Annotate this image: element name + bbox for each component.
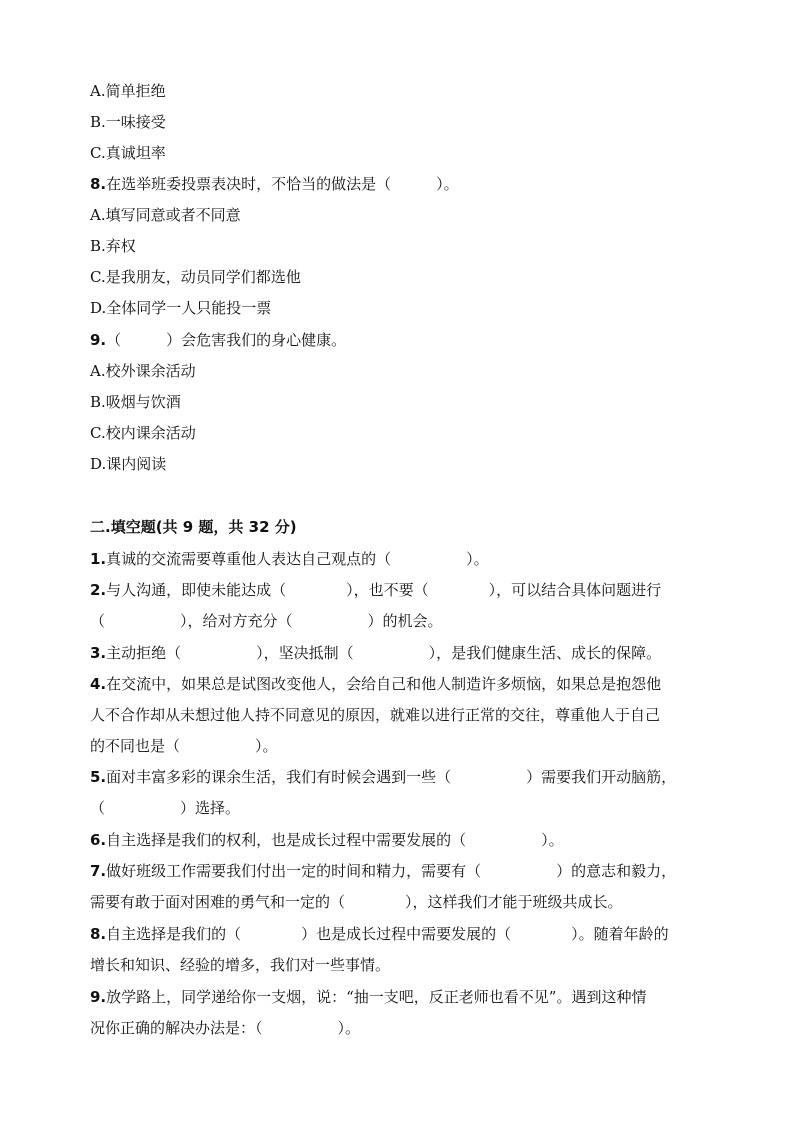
question-number: 7. [90, 862, 107, 880]
fill-question-4-cont: 人不合作却从未想过他人持不同意见的原因，就难以进行正常的交往，尊重他人于自己 [90, 706, 661, 724]
question-number: 4. [90, 675, 107, 693]
question-text: 做好班级工作需要我们付出一定的时间和精力，需要有（ ）的意志和毅力， [106, 862, 677, 880]
q9-option-d: D.课内阅读 [90, 455, 167, 473]
question-number: 5. [90, 768, 107, 786]
fill-question-3 [90, 643, 710, 663]
question-text: 自主选择是我们的权利，也是成长过程中需要发展的（ ）。 [106, 831, 564, 849]
question-number: 8. [90, 925, 107, 943]
question-text: 真诚的交流需要尊重他人表达自己观点的（ ）。 [106, 550, 489, 568]
question-text: 自主选择是我们的（ ）也是成长过程中需要发展的（ ）。随着年龄的 [106, 925, 669, 943]
q8-option-d: D.全体同学一人只能投一票 [90, 299, 272, 317]
q9-option-a: A.校外课余活动 [90, 362, 196, 380]
option-c-sincere: C.真诚坦率 [90, 144, 166, 162]
q8-option-a: A.填写同意或者不同意 [90, 206, 241, 224]
fill-question-9-cont: 况你正确的解决办法是：（ ）。 [90, 1019, 361, 1037]
question-9 [90, 330, 710, 350]
question-number: 6. [90, 831, 107, 849]
fill-question-7 [90, 861, 710, 881]
q8-option-b: B.弃权 [90, 237, 136, 255]
fill-question-2-cont: （ ），给对方充分（ ）的机会。 [90, 612, 443, 630]
section-heading: 二.填空题(共 9 题，共 32 分) [90, 518, 297, 536]
fill-question-6 [90, 830, 710, 850]
question-number: 9. [90, 988, 107, 1006]
question-number: 1. [90, 550, 107, 568]
fill-question-1 [90, 549, 710, 569]
fill-question-8-cont: 增长和知识、经验的增多，我们对一些事情。 [90, 956, 391, 974]
fill-question-5 [90, 767, 710, 787]
fill-question-4-cont: 的不同也是（ ）。 [90, 737, 278, 755]
fill-question-8 [90, 924, 710, 944]
fill-question-9 [90, 987, 710, 1007]
question-text: 在选举班委投票表决时，不恰当的做法是（ ）。 [106, 175, 459, 193]
option-a-refuse: A.简单拒绝 [90, 82, 166, 100]
q8-option-c: C.是我朋友，动员同学们都选他 [90, 268, 301, 286]
q9-option-c: C.校内课余活动 [90, 424, 196, 442]
question-text: 放学路上，同学递给你一支烟，说：“抽一支吧，反正老师也看不见”。遇到这种情 [106, 988, 647, 1006]
question-number: 8. [90, 175, 107, 193]
option-b-accept: B.一味接受 [90, 113, 166, 131]
question-text: 与人沟通，即使未能达成（ ），也不要（ ），可以结合具体问题进行 [106, 581, 662, 599]
question-text: 面对丰富多彩的课余生活，我们有时候会遇到一些（ ）需要我们开动脑筋， [106, 768, 677, 786]
fill-question-2 [90, 580, 710, 600]
question-number: 9. [90, 331, 107, 349]
fill-question-4 [90, 674, 710, 694]
fill-question-5-cont: （ ）选择。 [90, 799, 241, 817]
question-number: 3. [90, 644, 107, 662]
question-8 [90, 174, 710, 194]
q9-option-b: B.吸烟与饮酒 [90, 393, 181, 411]
question-number: 2. [90, 581, 107, 599]
question-text: （ ）会危害我们的身心健康。 [106, 331, 347, 349]
question-text: 主动拒绝（ ），坚决抵制（ ），是我们健康生活、成长的保障。 [106, 644, 662, 662]
fill-question-7-cont: 需要有敢于面对困难的勇气和一定的（ ），这样我们才能于班级共成长。 [90, 893, 623, 911]
question-text: 在交流中，如果总是试图改变他人，会给自己和他人制造许多烦恼，如果总是抱怨他 [106, 675, 662, 693]
